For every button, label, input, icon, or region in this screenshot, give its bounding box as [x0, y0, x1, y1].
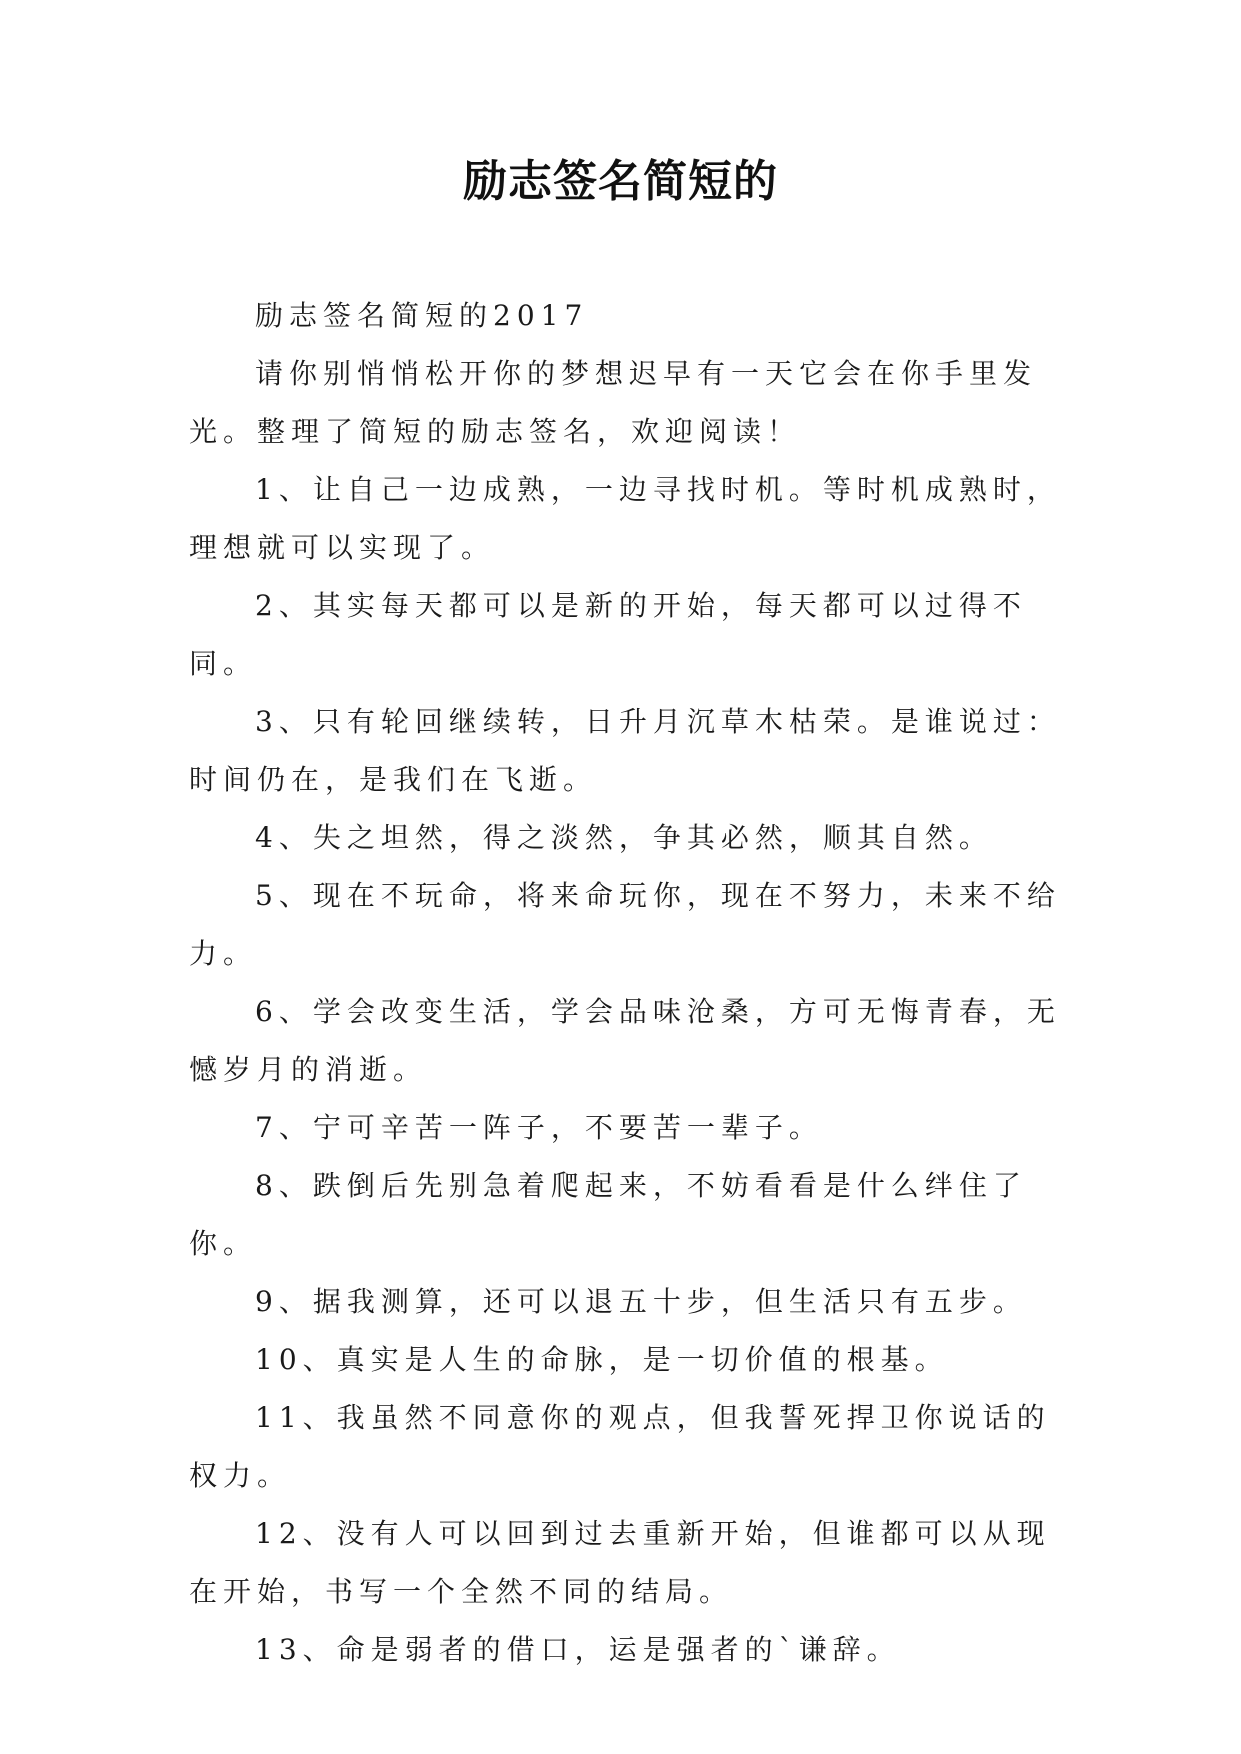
paragraph-subtitle: 励志签名简短的2017 — [255, 299, 589, 332]
list-item: 8、跌倒后先别急着爬起来，不妨看看是什么绊住了你。 — [189, 1169, 1027, 1260]
list-item: 4、失之坦然，得之淡然，争其必然，顺其自然。 — [255, 821, 993, 854]
list-item: 13、命是弱者的借口，运是强者的`谦辞。 — [255, 1633, 901, 1666]
list-item: 6、学会改变生活，学会品味沧桑，方可无悔青春，无憾岁月的消逝。 — [189, 995, 1061, 1086]
list-item: 11、我虽然不同意你的观点，但我誓死捍卫你说话的权力。 — [189, 1401, 1051, 1492]
list-item: 5、现在不玩命，将来命玩你，现在不努力，未来不给力。 — [189, 879, 1061, 970]
list-item: 7、宁可辛苦一阵子，不要苦一辈子。 — [255, 1111, 823, 1144]
document-body — [189, 287, 1074, 1679]
list-item: 1、让自己一边成熟，一边寻找时机。等时机成熟时，理想就可以实现了。 — [189, 473, 1061, 564]
list-item: 3、只有轮回继续转，日升月沉草木枯荣。是谁说过：时间仍在，是我们在飞逝。 — [189, 705, 1061, 796]
list-item: 9、据我测算，还可以退五十步，但生活只有五步。 — [255, 1285, 1027, 1318]
list-item: 10、真实是人生的命脉，是一切价值的根基。 — [255, 1343, 949, 1376]
paragraph-intro: 请你别悄悄松开你的梦想迟早有一天它会在你手里发光。整理了简短的励志签名，欢迎阅读！ — [189, 357, 1038, 448]
list-item: 12、没有人可以回到过去重新开始，但谁都可以从现在开始，书写一个全然不同的结局。 — [189, 1517, 1051, 1608]
list-item: 2、其实每天都可以是新的开始，每天都可以过得不同。 — [189, 589, 1027, 680]
document-title: 励志签名简短的 — [463, 156, 778, 207]
